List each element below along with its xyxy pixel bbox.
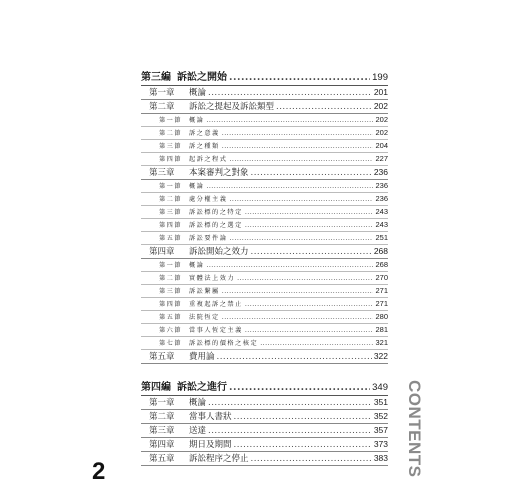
toc-entry-title: 訴訟程序之停止 — [189, 454, 249, 464]
dot-leader — [251, 167, 372, 180]
toc-section-entry — [141, 337, 388, 350]
toc-entry-page: 204 — [375, 141, 388, 150]
toc-section-entry — [141, 298, 388, 311]
toc-entry-number: 第六節 — [159, 327, 183, 334]
toc-entry-number: 第一章 — [149, 88, 175, 98]
toc-section-entry — [141, 180, 388, 193]
table-of-contents — [141, 68, 388, 466]
toc-entry-page: 227 — [375, 154, 388, 163]
toc-entry-page: 201 — [373, 87, 388, 97]
toc-entry-page: 349 — [372, 382, 388, 393]
toc-section-entry — [141, 127, 388, 140]
toc-entry-title: 訴訟之提起及訴訟類型 — [189, 102, 275, 112]
toc-entry-number: 第三章 — [149, 168, 175, 178]
toc-entry-page: 202 — [373, 101, 388, 111]
toc-entry-number: 第二章 — [149, 412, 175, 422]
toc-entry-page: 280 — [375, 312, 388, 321]
dot-leader — [208, 87, 372, 100]
toc-part-entry — [141, 68, 388, 86]
toc-part-entry — [141, 378, 388, 396]
toc-entry-title: 概論 — [189, 183, 205, 190]
toc-chapter-entry — [141, 350, 388, 364]
toc-entry-page: 357 — [373, 425, 388, 435]
toc-entry-page: 243 — [375, 207, 388, 216]
toc-entry-title: 訴訟之開始 — [177, 72, 227, 83]
toc-entry-title: 訴訟之進行 — [177, 382, 227, 393]
page-number: 2 — [92, 458, 106, 485]
toc-section-entry — [141, 232, 388, 245]
toc-section-entry — [141, 219, 388, 232]
toc-entry-title: 當事人書狀 — [189, 412, 232, 422]
toc-entry-page: 243 — [375, 220, 388, 229]
toc-entry-title: 訴訟標的之選定 — [189, 222, 243, 229]
toc-entry-number: 第二節 — [159, 275, 183, 282]
toc-entry-page: 268 — [375, 260, 388, 269]
toc-chapter-entry — [141, 100, 388, 114]
toc-entry-number: 第四章 — [149, 440, 175, 450]
toc-entry-title: 本案審判之對象 — [189, 168, 249, 178]
toc-entry-number: 第二章 — [149, 102, 175, 112]
toc-chapter-entry — [141, 396, 388, 410]
toc-entry-number: 第五節 — [159, 235, 183, 242]
toc-entry-page: 322 — [373, 351, 388, 361]
toc-entry-title: 起訴之程式 — [189, 156, 228, 163]
toc-entry-number: 第四編 — [141, 382, 171, 393]
dot-leader — [229, 194, 373, 206]
toc-entry-title: 訴訟標的之特定 — [189, 209, 243, 216]
toc-entry-page: 352 — [373, 411, 388, 421]
dot-leader — [229, 154, 373, 166]
toc-entry-number: 第一章 — [149, 398, 175, 408]
toc-entry-title: 費用論 — [189, 352, 215, 362]
toc-entry-number: 第四章 — [149, 247, 175, 257]
toc-section-entry — [141, 272, 388, 285]
toc-entry-title: 概論 — [189, 88, 207, 98]
dot-leader — [234, 411, 372, 424]
toc-entry-page: 268 — [373, 246, 388, 256]
toc-entry-number: 第二節 — [159, 130, 183, 137]
toc-section-entry — [141, 206, 388, 219]
toc-chapter-entry — [141, 410, 388, 424]
toc-entry-number: 第三節 — [159, 288, 183, 295]
toc-entry-page: 236 — [375, 181, 388, 190]
toc-entry-page: 199 — [372, 72, 388, 83]
toc-entry-title: 送達 — [189, 426, 207, 436]
toc-entry-number: 第三節 — [159, 143, 183, 150]
dot-leader — [206, 115, 373, 127]
toc-section-entry — [141, 114, 388, 127]
dot-leader — [245, 207, 374, 219]
toc-entry-title: 訴訟開始之效力 — [189, 247, 249, 257]
toc-entry-page: 383 — [373, 453, 388, 463]
dot-leader — [260, 338, 373, 350]
toc-entry-page: 202 — [375, 115, 388, 124]
toc-entry-title: 實體法上效力 — [189, 275, 236, 282]
toc-entry-number: 第四節 — [159, 301, 183, 308]
toc-section-entry — [141, 140, 388, 153]
toc-chapter-entry — [141, 245, 388, 259]
toc-entry-title: 概論 — [189, 398, 207, 408]
dot-leader — [206, 260, 373, 272]
toc-entry-title: 期日及期間 — [189, 440, 232, 450]
dot-leader — [245, 220, 374, 232]
toc-entry-title: 概論 — [189, 117, 205, 124]
dot-leader — [222, 128, 374, 140]
toc-entry-page: 270 — [375, 273, 388, 282]
toc-entry-title: 當事人恆定主義 — [189, 327, 243, 334]
dot-leader — [251, 246, 372, 259]
toc-entry-page: 321 — [375, 338, 388, 347]
toc-section-entry — [141, 285, 388, 298]
dot-leader — [222, 141, 374, 153]
dot-leader — [251, 453, 372, 466]
toc-entry-number: 第一節 — [159, 183, 183, 190]
toc-section-entry — [141, 153, 388, 166]
toc-entry-number: 第五章 — [149, 352, 175, 362]
dot-leader — [237, 273, 373, 285]
toc-entry-number: 第三章 — [149, 426, 175, 436]
toc-entry-title: 法院恆定 — [189, 314, 220, 321]
dot-leader — [229, 72, 370, 83]
toc-entry-page: 271 — [375, 286, 388, 295]
toc-entry-title: 訴之意義 — [189, 130, 220, 137]
toc-entry-number: 第四節 — [159, 156, 183, 163]
toc-entry-title: 處分權主義 — [189, 196, 228, 203]
toc-entry-number: 第一節 — [159, 262, 183, 269]
dot-leader — [245, 299, 374, 311]
dot-leader — [217, 351, 372, 364]
toc-entry-page: 251 — [375, 233, 388, 242]
toc-entry-page: 202 — [375, 128, 388, 137]
toc-entry-number: 第五章 — [149, 454, 175, 464]
dot-leader — [206, 181, 373, 193]
toc-entry-title: 訴之種類 — [189, 143, 220, 150]
toc-entry-title: 概論 — [189, 262, 205, 269]
toc-entry-number: 第三節 — [159, 209, 183, 216]
toc-entry-number: 第七節 — [159, 340, 183, 347]
dot-leader — [222, 286, 374, 298]
toc-section-entry — [141, 259, 388, 272]
toc-chapter-entry — [141, 452, 388, 466]
toc-chapter-entry — [141, 166, 388, 180]
toc-entry-number: 第三編 — [141, 72, 171, 83]
dot-leader — [276, 101, 372, 114]
toc-entry-title: 訴訟標的價格之核定 — [189, 340, 259, 347]
dot-leader — [229, 233, 373, 245]
contents-side-label: CONTENTS — [405, 380, 424, 478]
dot-leader — [208, 397, 372, 410]
toc-chapter-entry — [141, 438, 388, 452]
dot-leader — [208, 425, 372, 438]
toc-entry-page: 373 — [373, 439, 388, 449]
toc-section-entry — [141, 193, 388, 206]
toc-entry-page: 236 — [375, 194, 388, 203]
toc-gap — [141, 364, 388, 378]
toc-section-entry — [141, 324, 388, 337]
toc-entry-page: 236 — [373, 167, 388, 177]
toc-entry-number: 第一節 — [159, 117, 183, 124]
toc-chapter-entry — [141, 86, 388, 100]
toc-section-entry — [141, 311, 388, 324]
toc-entry-title: 訴訟繫屬 — [189, 288, 220, 295]
dot-leader — [229, 382, 370, 393]
toc-entry-number: 第二節 — [159, 196, 183, 203]
toc-entry-title: 重複起訴之禁止 — [189, 301, 243, 308]
dot-leader — [222, 312, 374, 324]
toc-entry-number: 第五節 — [159, 314, 183, 321]
toc-entry-page: 351 — [373, 397, 388, 407]
toc-entry-number: 第四節 — [159, 222, 183, 229]
toc-chapter-entry — [141, 424, 388, 438]
toc-entry-title: 訴訟要件論 — [189, 235, 228, 242]
toc-entry-page: 271 — [375, 299, 388, 308]
dot-leader — [245, 325, 374, 337]
dot-leader — [234, 439, 372, 452]
toc-entry-page: 281 — [375, 325, 388, 334]
